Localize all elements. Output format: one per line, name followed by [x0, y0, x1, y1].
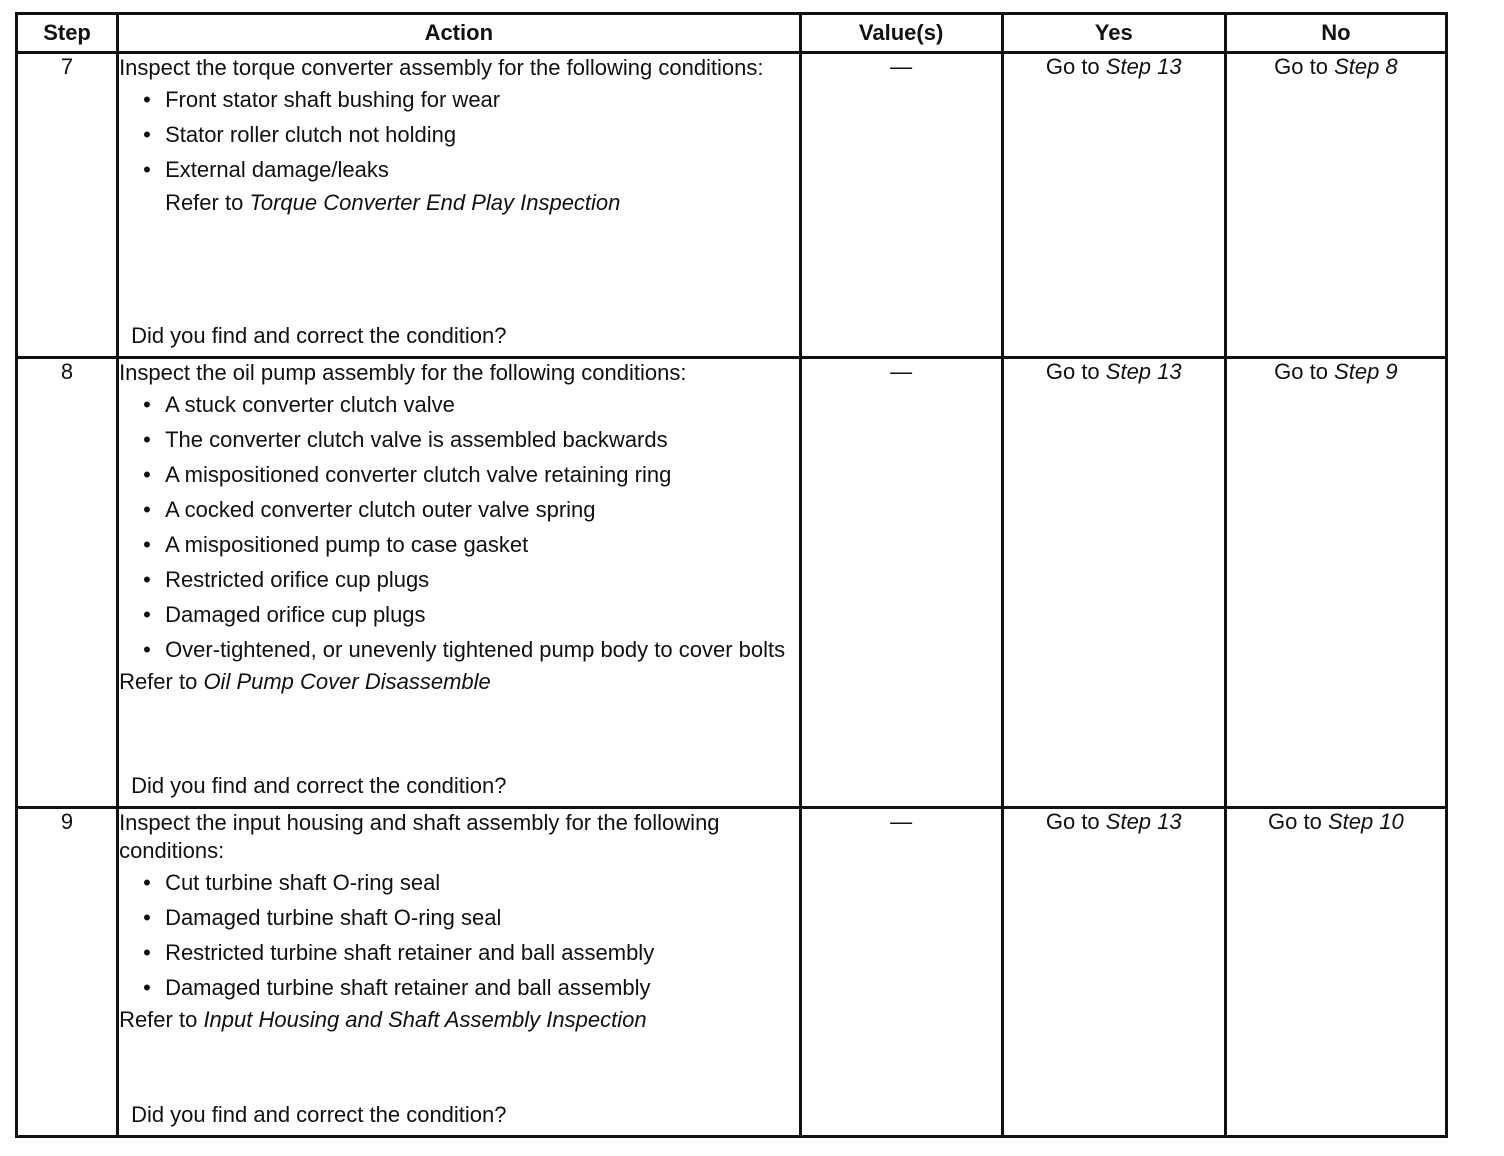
refer-line: Refer to Torque Converter End Play Inspection — [165, 190, 621, 215]
list-item: • Over-tightened, or unevenly tightened pump body to cover bolts — [143, 637, 786, 662]
bullet-icon: • — [143, 532, 151, 557]
list-item: • A stuck converter clutch valve — [143, 392, 455, 417]
bullet-icon: • — [143, 602, 151, 627]
value-cell: — — [800, 808, 1002, 1137]
bullet-icon: • — [143, 905, 151, 930]
action-cell — [118, 808, 800, 1137]
list-item: • Damaged orifice cup plugs — [143, 602, 426, 627]
yes-cell: Go to Step 13 — [1002, 358, 1225, 808]
bullet-icon: • — [143, 940, 151, 965]
bullet-icon: • — [143, 157, 151, 182]
action-cell — [118, 53, 800, 358]
value-cell: — — [800, 53, 1002, 358]
bullet-icon: • — [143, 87, 151, 112]
bullet-icon: • — [143, 392, 151, 417]
list-item: • Damaged turbine shaft retainer and ball assembly — [143, 975, 651, 1000]
bullet-icon: • — [143, 427, 151, 452]
condition-list — [119, 391, 798, 664]
no-step-link: Step 8 — [1334, 54, 1398, 79]
list-item: • Damaged turbine shaft O-ring seal — [143, 905, 502, 930]
header-no: No — [1225, 14, 1446, 53]
list-item: • Restricted orifice cup plugs — [143, 567, 430, 592]
bullet-icon: • — [143, 567, 151, 592]
bullet-icon: • — [143, 975, 151, 1000]
condition-list — [119, 869, 798, 1002]
no-cell: Go to Step 8 — [1225, 53, 1446, 358]
step-number: 8 — [17, 358, 118, 808]
yes-step-link: Step 13 — [1105, 359, 1182, 384]
header-row — [17, 14, 1447, 53]
bullet-icon: • — [143, 637, 151, 662]
question-text: Did you find and correct the condition? — [131, 323, 507, 348]
refer-link: Input Housing and Shaft Assembly Inspection — [203, 1007, 647, 1032]
header-step: Step — [17, 14, 118, 53]
header-action: Action — [118, 14, 800, 53]
bullet-icon: • — [143, 462, 151, 487]
action-cell — [118, 358, 800, 808]
refer-link: Oil Pump Cover Disassemble — [203, 669, 491, 694]
question-text: Did you find and correct the condition? — [131, 773, 507, 798]
no-step-link: Step 9 — [1334, 359, 1398, 384]
refer-line: Refer to Input Housing and Shaft Assembly Inspection — [119, 1007, 647, 1032]
step-number: 9 — [17, 808, 118, 1137]
list-item: • The converter clutch valve is assembled backwards — [143, 427, 668, 452]
yes-step-link: Step 13 — [1105, 809, 1182, 834]
header-values: Value(s) — [800, 14, 1002, 53]
no-cell: Go to Step 9 — [1225, 358, 1446, 808]
yes-cell: Go to Step 13 — [1002, 808, 1225, 1137]
list-item: • A mispositioned converter clutch valve retaining ring — [143, 462, 672, 487]
list-item: • Front stator shaft bushing for wear — [143, 87, 501, 112]
action-intro: Inspect the input housing and shaft assembly for the following conditions: — [119, 810, 720, 863]
diagnostic-table — [15, 12, 1448, 1138]
bullet-icon: • — [143, 122, 151, 147]
list-item: • A cocked converter clutch outer valve spring — [143, 497, 596, 522]
table-row — [17, 358, 1447, 808]
action-intro: Inspect the oil pump assembly for the following conditions: — [119, 360, 687, 385]
value-cell: — — [800, 358, 1002, 808]
question-text: Did you find and correct the condition? — [131, 1102, 507, 1127]
refer-line: Refer to Oil Pump Cover Disassemble — [119, 669, 491, 694]
step-number: 7 — [17, 53, 118, 358]
condition-list — [119, 86, 798, 217]
list-item: • External damage/leaks — [143, 157, 389, 182]
action-intro: Inspect the torque converter assembly for the following conditions: — [119, 55, 764, 80]
bullet-icon: • — [143, 870, 151, 895]
list-item: • Stator roller clutch not holding — [143, 122, 457, 147]
list-item: • A mispositioned pump to case gasket — [143, 532, 529, 557]
list-item: • Cut turbine shaft O-ring seal — [143, 870, 441, 895]
bullet-icon: • — [143, 497, 151, 522]
yes-step-link: Step 13 — [1105, 54, 1182, 79]
yes-cell: Go to Step 13 — [1002, 53, 1225, 358]
refer-link: Torque Converter End Play Inspection — [249, 190, 621, 215]
header-yes: Yes — [1002, 14, 1225, 53]
table-row — [17, 53, 1447, 358]
no-step-link: Step 10 — [1327, 809, 1404, 834]
table-row — [17, 808, 1447, 1137]
list-item: • Restricted turbine shaft retainer and ball assembly — [143, 940, 655, 965]
no-cell: Go to Step 10 — [1225, 808, 1446, 1137]
